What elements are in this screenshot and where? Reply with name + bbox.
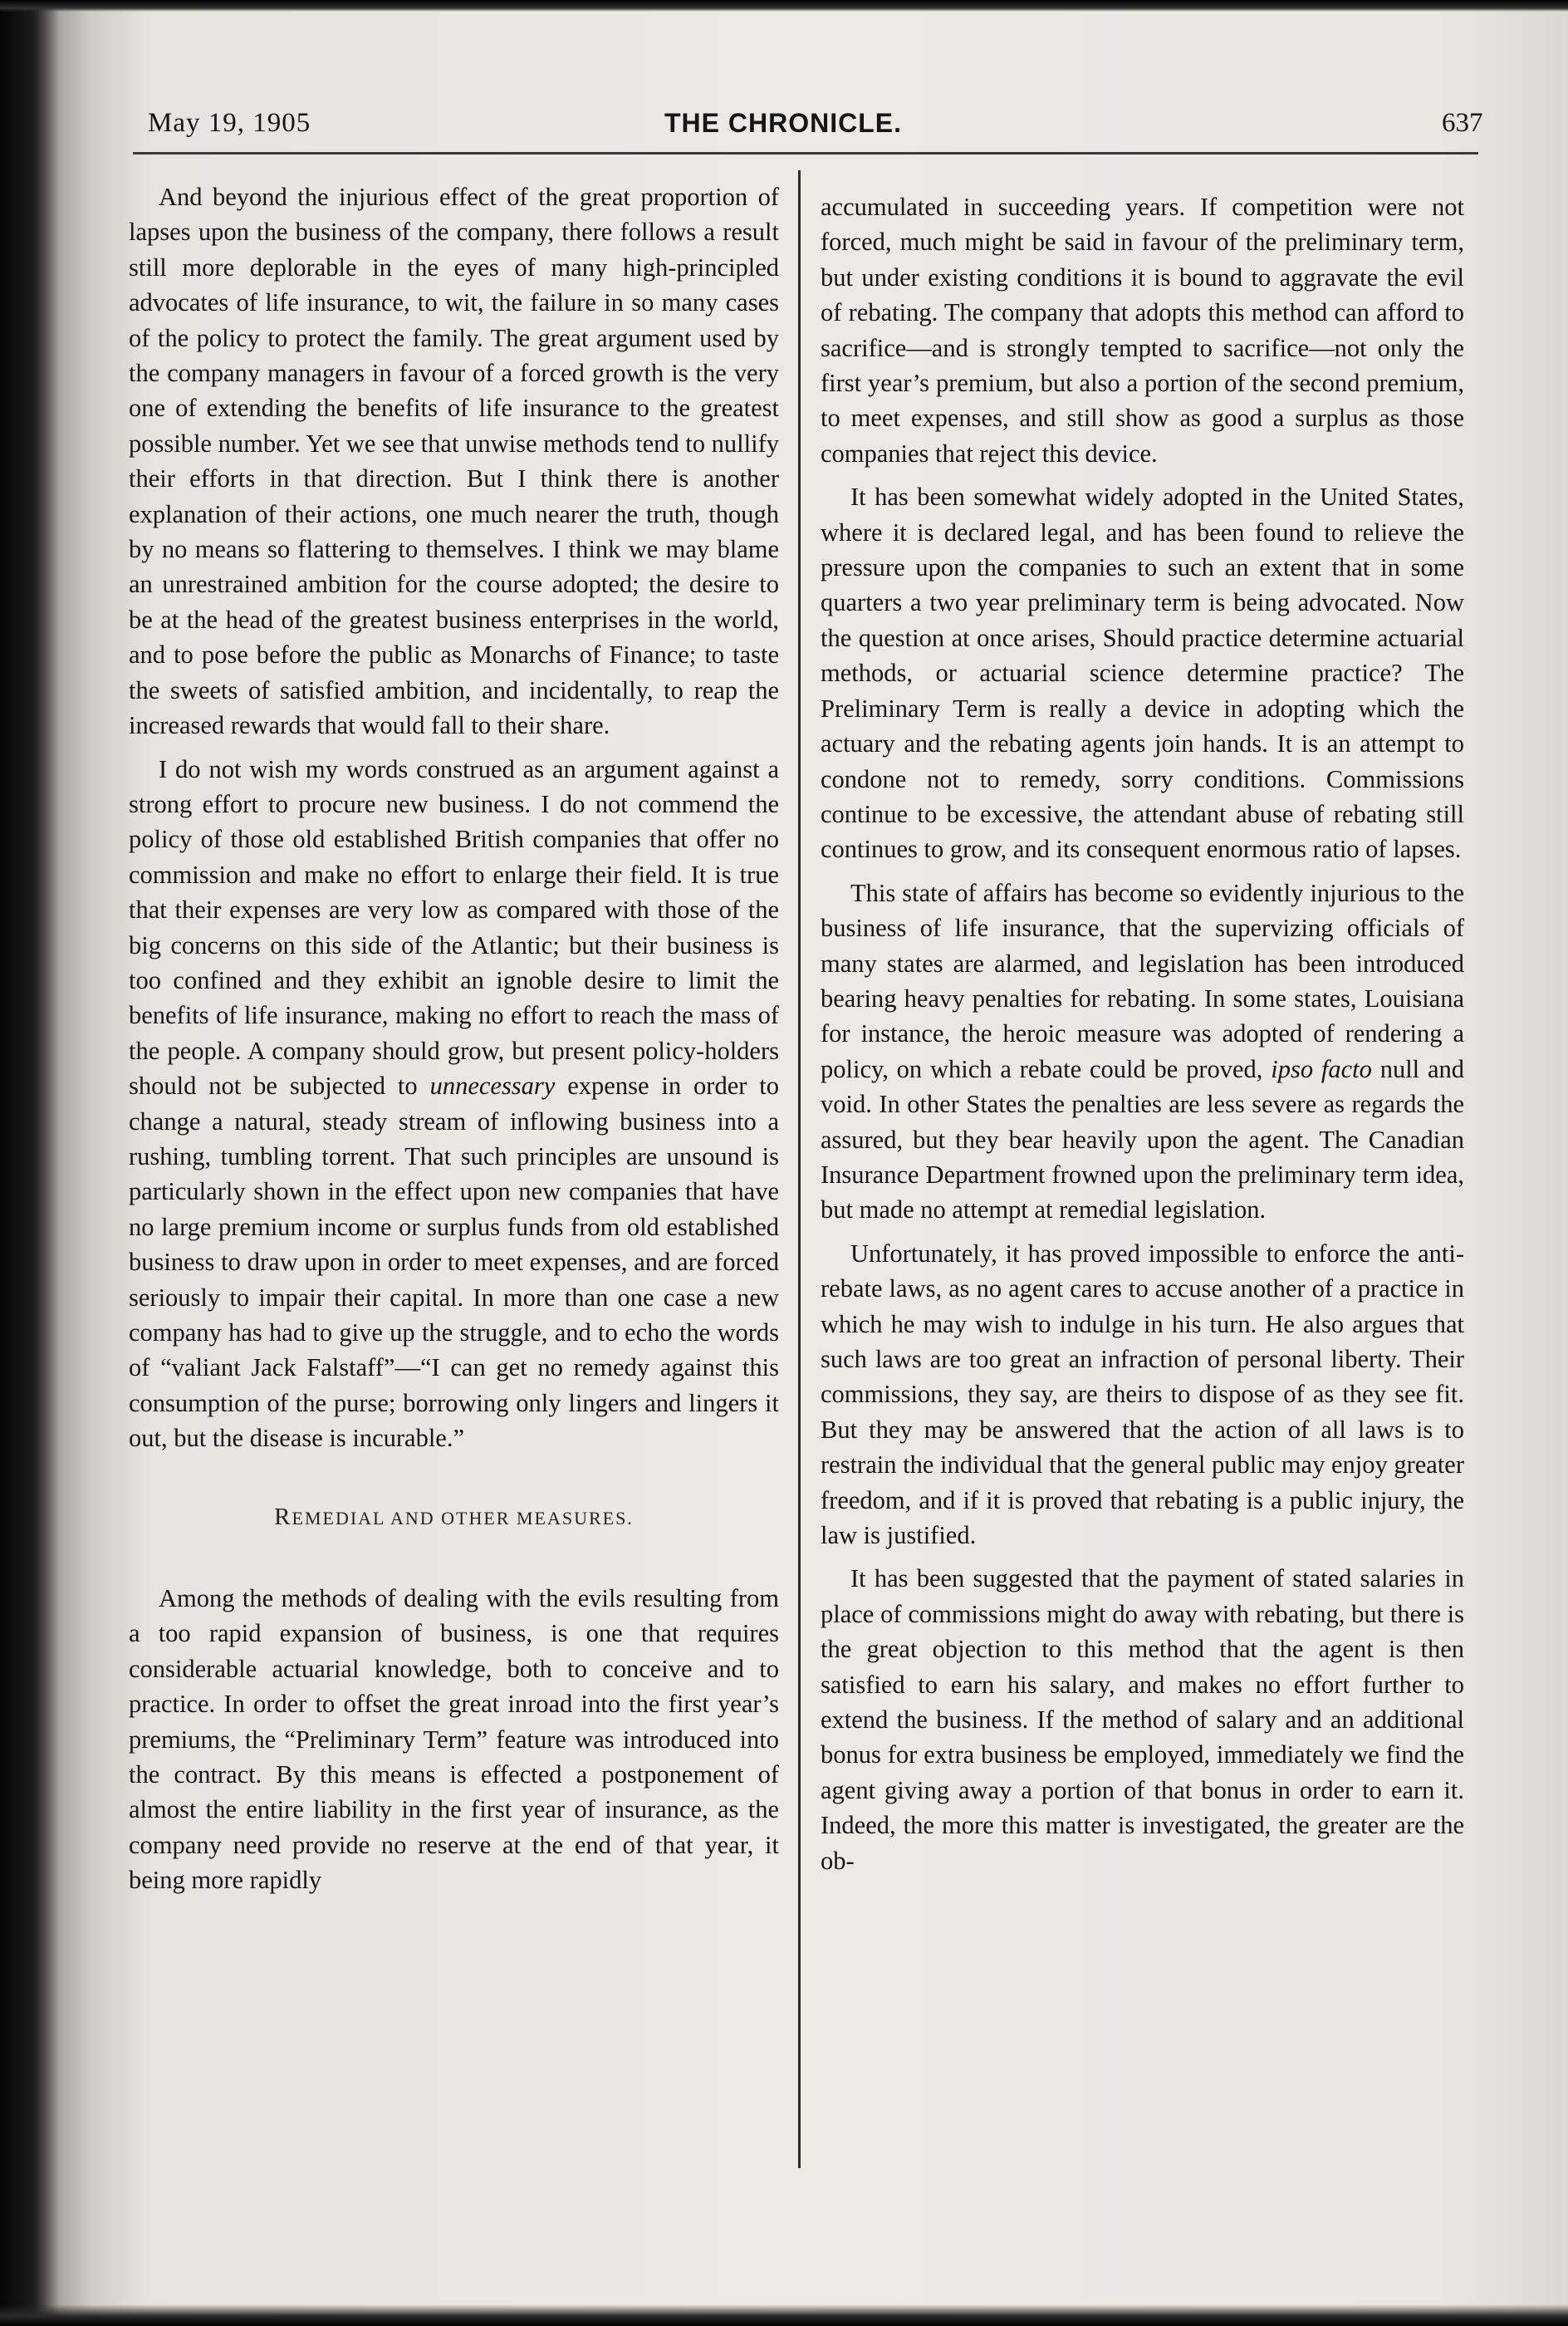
book-spine-shadow [0, 0, 60, 2326]
right-column [821, 189, 1464, 1887]
bottom-edge-shadow [0, 2304, 1568, 2326]
section-heading [129, 1499, 779, 1536]
header-title: THE CHRONICLE. [664, 108, 902, 138]
text-run: expense in order to change a natural, steady stream of inflowing business into a rushing, tumbling torrent. That such principles are unsound is particularly shown in the effect upon new companies that have no large premium income or surplus funds from old established business to draw upon in order to meet expenses, and are forced seriously to impair their capital. In more than one case a new company has had to give up the struggle, and to echo the words of “valiant Jack Falstaff”—“I can get no remedy against this consumption of the purse; borrowing only lingers and lingers it out, but the disease is incurable.” [129, 1072, 780, 1453]
page-number: 637 [1442, 108, 1483, 138]
text-run: This state of affairs has become so evidently injurious to the business of life insurance, that the supervizing officials of many states are alarmed, and legislation has been introduced bearing heavy penalties for rebating. In some states, Louisiana for instance, the heroic measure was adopted of rendering a policy, on which a rebate could be proved, [821, 878, 1464, 1083]
left-column [129, 179, 779, 1906]
column-divider [798, 170, 801, 2168]
text-run: null and void. In other States the penalties are less severe as regards the assured, but they bear heavily upon the agent. The Canadian Insurance Department frowned upon the preliminary term idea, but made no attempt at remedial legislation. [821, 1054, 1464, 1224]
paragraph: Unfortunately, it has proved impossible to enforce the anti-rebate laws, as no agent cares to accuse another of a practice in which he may wish to indulge in his turn. He also argues that such laws are too great an infraction of personal liberty. Their commissions, they say, are theirs to dispose of as they see fit. But they may be answered that the action of all laws is to restrain the individual that the general public may enjoy greater freedom, and if it is proved that rebating is a public injury, the law is justified. [821, 1239, 1464, 1550]
header-rule [133, 152, 1478, 155]
paragraph: And beyond the injurious effect of the great proportion of lapses upon the business of the company, there follows a result still more deplorable in the eyes of many high-principled advocates of life insurance, to wit, the failure in so many cases of the policy to protect the family. The great argument used by the company managers in favour of a forced growth is the very one of extending the benefits of life insurance to the greatest possible number. Yet we see that unwise methods tend to nullify their efforts in that direction. But I think there is another explanation of their actions, one much nearer the truth, though by no means so flattering to themselves. I think we may blame an unrestrained ambition for the course adopted; the desire to be at the head of the greatest business enterprises in the world, and to pose before the public as Monarchs of Finance; to taste the sweets of satisfied ambition, and incidentally, to reap the increased rewards that would fall to their share. [129, 183, 779, 740]
text-run: I do not wish my words construed as an argument against a strong effort to procure new business. I do not commend the policy of those old established British companies that offer no commission and make no effort to enlarge their field. It is true that their expenses are very low as compared with those of the big concerns on this side of the Atlantic; but their business is too confined and they exhibit an ignoble desire to limit the benefits of life insurance, making no effort to reach the mass of the people. A company should grow, but present policy-holders should not be subjected to [129, 754, 779, 1101]
header-date: May 19, 1905 [148, 108, 311, 138]
heading-text: EMEDIAL AND OTHER MEASURES. [292, 1507, 634, 1529]
paragraph: Among the methods of dealing with the evils resulting from a too rapid expansion of business, is one that requires considerable actuarial knowledge, both to conceive and to practice. In order to offset the great inroad into the first year’s premiums, the “Preliminary Term” feature was introduced into the contract. By this means is effected a postponement of almost the entire liability in the first year of insurance, as the company need provide no reserve at the end of that year, it being more rapidly [129, 1584, 779, 1895]
italic-text: ipso facto [1271, 1054, 1372, 1083]
paragraph: It has been suggested that the payment of stated salaries in place of commissions might do away with rebating, but there is the great objection to this method that the agent is then satisfied to earn his salary, and makes no effort further to extend the business. If the method of salary and an additional bonus for extra business be employed, immediately we find the agent giving away a portion of that bonus in order to earn it. Indeed, the more this matter is investigated, the greater are the ob- [821, 1564, 1464, 1875]
italic-text: unnecessary [429, 1072, 556, 1101]
heading-initial: R [274, 1503, 292, 1530]
paragraph: It has been somewhat widely adopted in the United States, where it is declared legal, and has been found to relieve the pressure upon the companies to such an extent that in some quarters a two year preliminary term is being advocated. Now the question at once arises, Should practice determine actuarial methods, or actuarial science determine practice? The Preliminary Term is really a device in adopting which the actuary and the rebating agents join hands. It is an attempt to condone not to remedy, sorry conditions. Commissions continue to be excessive, the attendant abuse of rebating still continues to grow, and its consequent enormous ratio of lapses. [821, 483, 1464, 864]
paragraph: accumulated in succeeding years. If competition were not forced, much might be said in favour of the preliminary term, but under existing conditions it is bound to aggravate the evil of rebating. The company that adopts this method can afford to sacrifice—and is strongly tempted to sacrifice—not only the first year’s premium, but also a portion of the second premium, to meet expenses, and still show as good a surplus as those companies that reject this device. [821, 193, 1464, 468]
paragraph [821, 876, 1464, 1228]
top-edge-shadow [0, 0, 1568, 12]
paragraph [129, 752, 779, 1456]
